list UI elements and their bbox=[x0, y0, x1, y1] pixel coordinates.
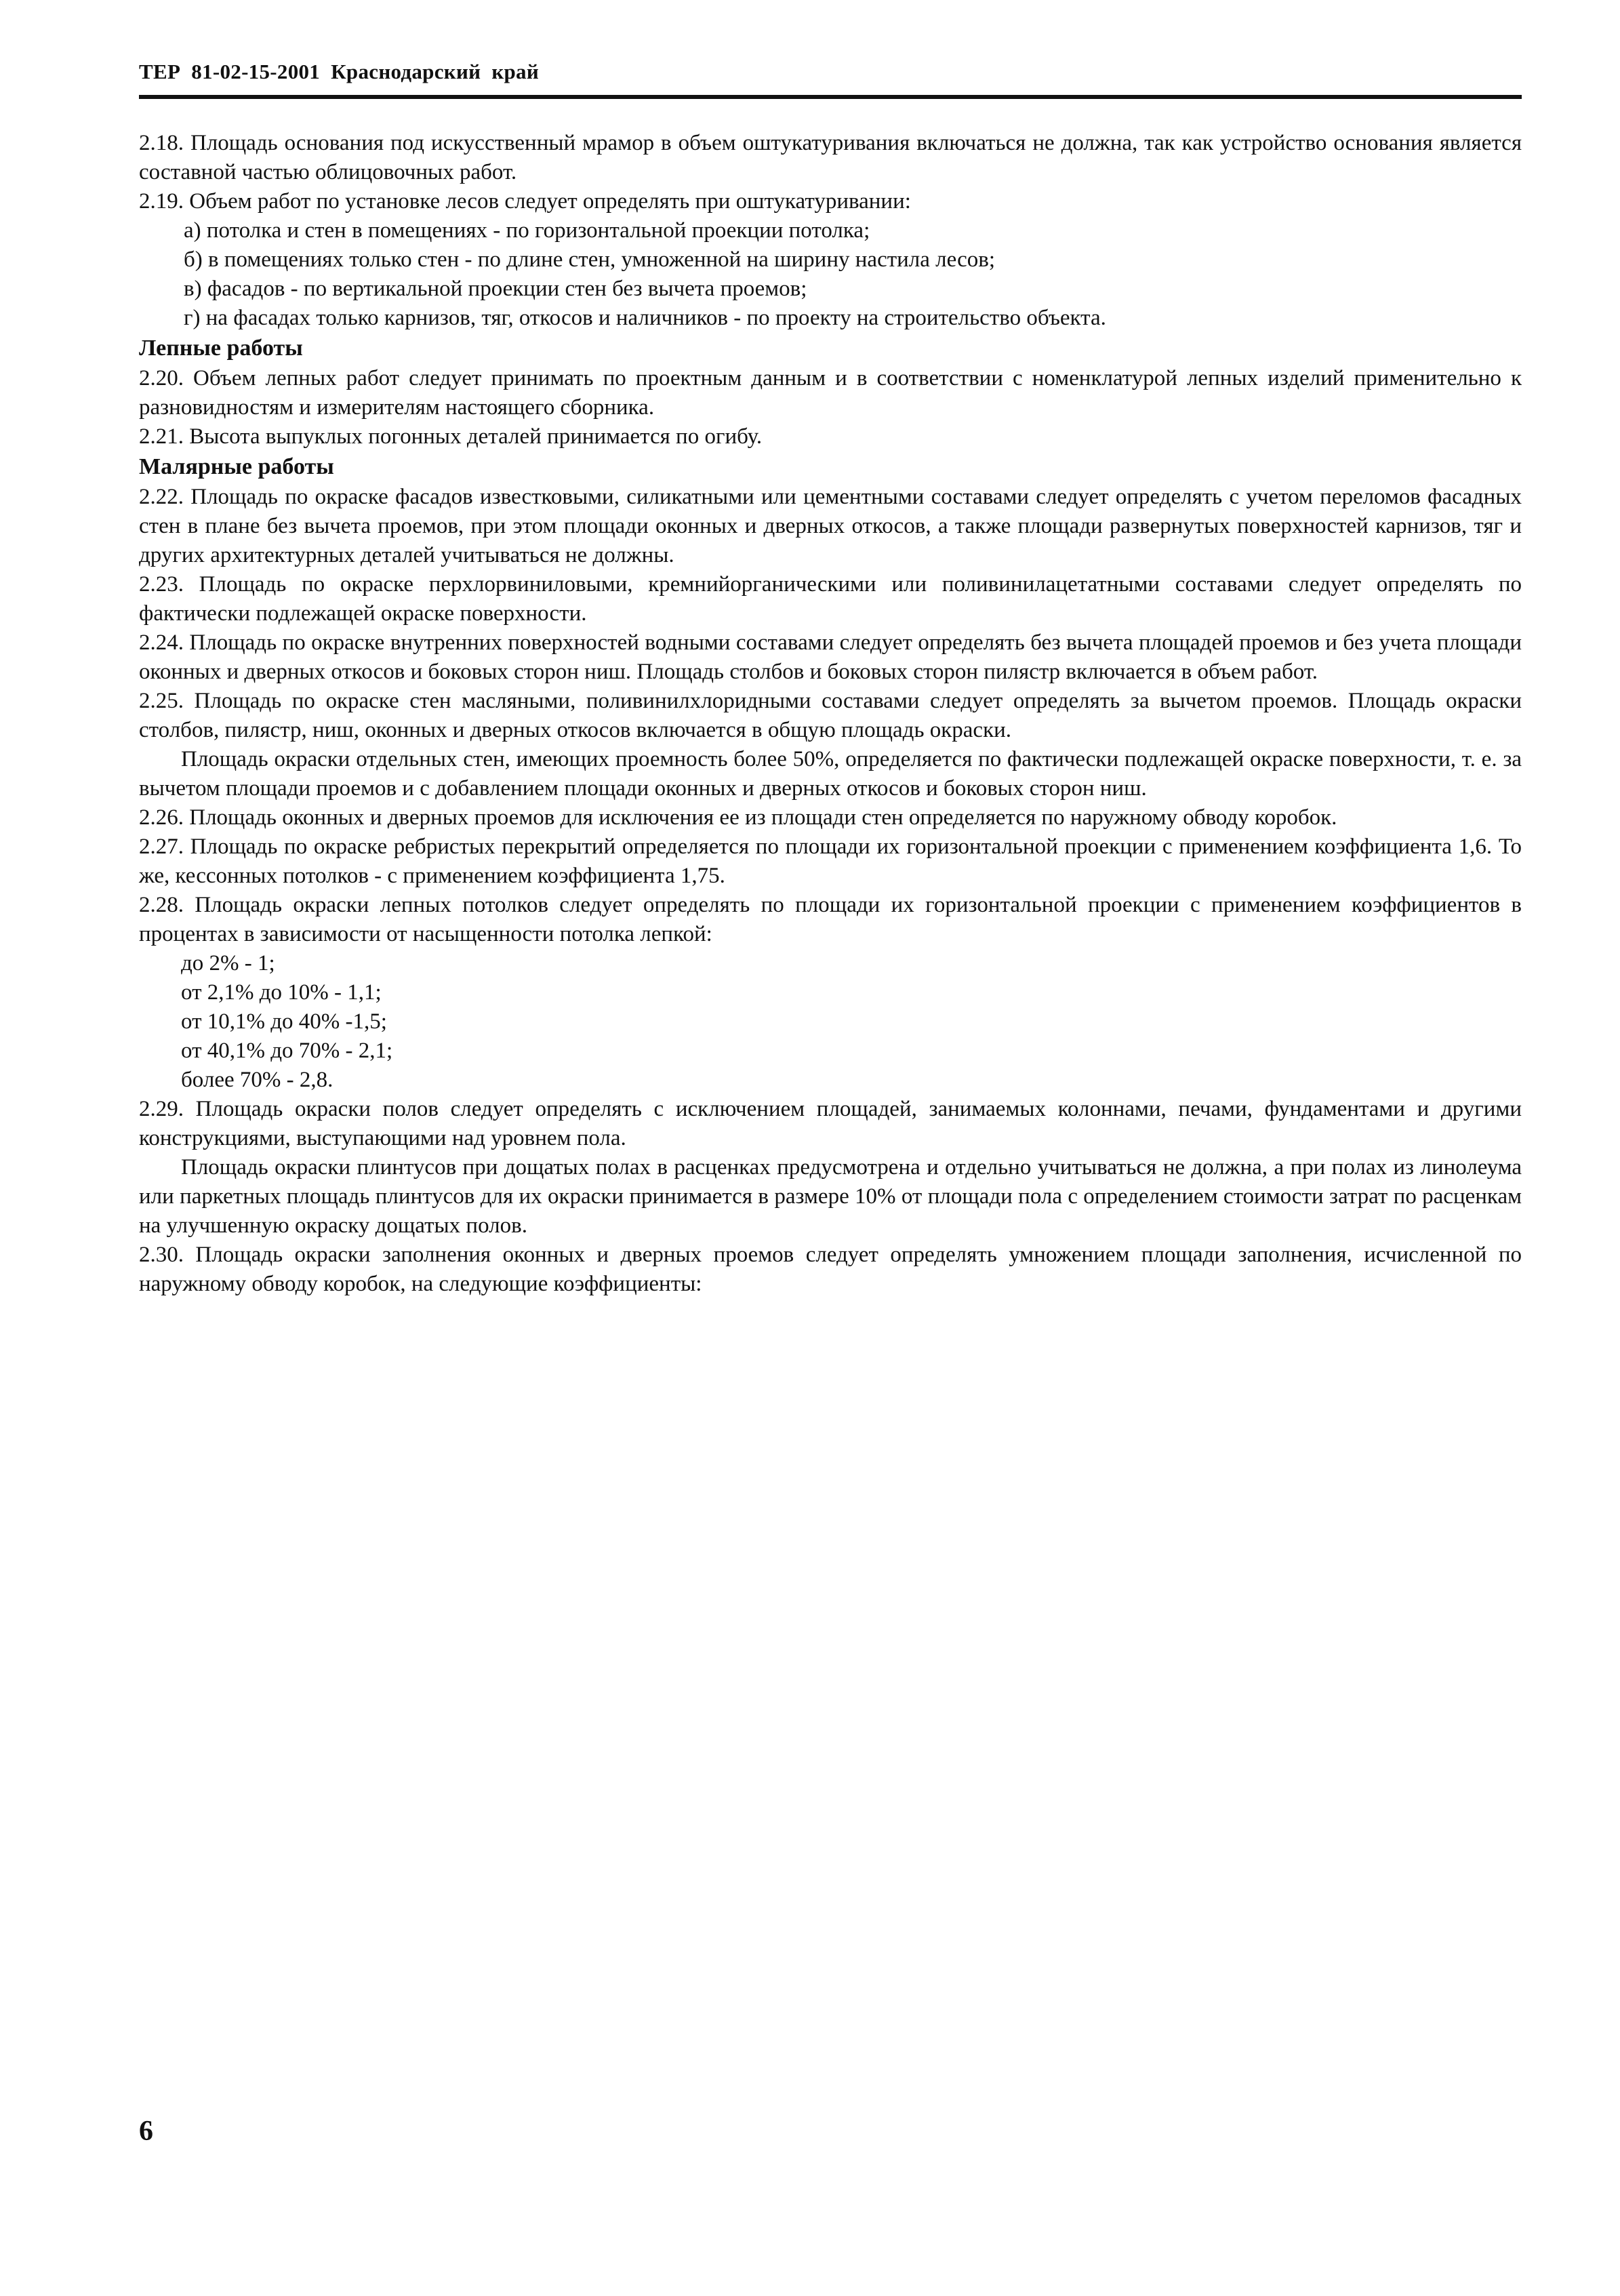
paragraph-2-21: 2.21. Высота выпуклых погонных деталей принимается по огибу. bbox=[139, 424, 763, 449]
list-item-a: а) потолка и стен в помещениях - по горизонтальной проекции потолка; bbox=[184, 218, 870, 243]
paragraph-2-24: 2.24. Площадь по окраске внутренних поверхностей водными составами следует определять без вычета площадей проемов и без учета площади оконных и дверных откосов и боковых сторон ниш. Площадь столбов и боковых сторон пилястр включается в объем работ. bbox=[139, 630, 1522, 684]
coefficient-item: от 10,1% до 40% -1,5; bbox=[181, 1009, 387, 1034]
paragraph-2-20: 2.20. Объем лепных работ следует принимать по проектным данным и в соответствии с номенклатурой лепных изделий применительно к разновидностям и измерителям настоящего сборника. bbox=[139, 366, 1522, 420]
section-title-malyarnye: Малярные работы bbox=[139, 454, 334, 479]
page-number: 6 bbox=[139, 2116, 153, 2147]
list-item-v: в) фасадов - по вертикальной проекции стен без вычета проемов; bbox=[184, 277, 807, 301]
document-body bbox=[139, 129, 1522, 1299]
document-header: ТЕР 81-02-15-2001 Краснодарский край bbox=[139, 60, 539, 83]
paragraph-2-25: 2.25. Площадь по окраске стен масляными, поливинилхлоридными составами следует определять за вычетом проемов. Площадь окраски столбов, пилястр, ниш, оконных и дверных откосов включается в общую площадь окраски. bbox=[139, 689, 1522, 742]
coefficient-item: до 2% - 1; bbox=[181, 951, 275, 975]
paragraph-2-22: 2.22. Площадь по окраске фасадов известковыми, силикатными или цементными составами следует определять с учетом переломов фасадных стен в плане без вычета проемов, при этом площади оконных и дверных откосов, а также площади развернутых поверхностей карнизов, тяг и других архитектурных деталей учитываться не должны. bbox=[139, 485, 1522, 567]
paragraph-2-27: 2.27. Площадь по окраске ребристых перекрытий определяется по площади их горизонтальной проекции с применением коэффициента 1,6. То же, кессонных потолков - с применением коэффициента 1,75. bbox=[139, 834, 1522, 888]
paragraph-2-30: 2.30. Площадь окраски заполнения оконных и дверных проемов следует определять умножением площади заполнения, исчисленной по наружному обводу коробок, на следующие коэффициенты: bbox=[139, 1243, 1522, 1296]
list-item-g: г) на фасадах только карнизов, тяг, откосов и наличников - по проекту на строительство объекта. bbox=[184, 306, 1106, 330]
coefficient-item: от 40,1% до 70% - 2,1; bbox=[181, 1039, 393, 1063]
list-item-b: б) в помещениях только стен - по длине стен, умноженной на ширину настила лесов; bbox=[184, 247, 995, 272]
paragraph-2-26: 2.26. Площадь оконных и дверных проемов для исключения ее из площади стен определяется по наружному обводу коробок. bbox=[139, 805, 1337, 830]
coefficient-item: от 2,1% до 10% - 1,1; bbox=[181, 980, 382, 1005]
paragraph-2-29-continued: Площадь окраски плинтусов при дощатых полах в расценках предусмотрена и отдельно учитываться не должна, а при полах из линолеума или паркетных площадь плинтусов для их окраски принимается в размере 10% от площади пола с определением стоимости затрат по расценкам на улучшенную окраску дощатых полов. bbox=[139, 1155, 1522, 1238]
paragraph-2-19: 2.19. Объем работ по установке лесов следует определять при оштукатуривании: bbox=[139, 189, 911, 214]
header-rule bbox=[139, 95, 1522, 99]
paragraph-2-25-continued: Площадь окраски отдельных стен, имеющих проемность более 50%, определяется по фактически подлежащей окраске поверхности, т. е. за вычетом площади проемов и с добавлением площади оконных и дверных откосов и боковых сторон ниш. bbox=[139, 747, 1522, 801]
paragraph-2-18: 2.18. Площадь основания под искусственный мрамор в объем оштукатуривания включаться не должна, так как устройство основания является составной частью облицовочных работ. bbox=[139, 131, 1522, 184]
paragraph-2-28: 2.28. Площадь окраски лепных потолков следует определять по площади их горизонтальной проекции с применением коэффициентов в процентах в зависимости от насыщенности потолка лепкой: bbox=[139, 893, 1522, 946]
paragraph-2-23: 2.23. Площадь по окраске перхлорвиниловыми, кремнийорганическими или поливинилацетатными составами следует определять по фактически подлежащей окраске поверхности. bbox=[139, 572, 1522, 626]
section-title-lepnye: Лепные работы bbox=[139, 336, 303, 361]
paragraph-2-29: 2.29. Площадь окраски полов следует определять с исключением площадей, занимаемых колоннами, печами, фундаментами и другими конструкциями, выступающими над уровнем пола. bbox=[139, 1097, 1522, 1150]
coefficient-item: более 70% - 2,8. bbox=[181, 1068, 333, 1092]
